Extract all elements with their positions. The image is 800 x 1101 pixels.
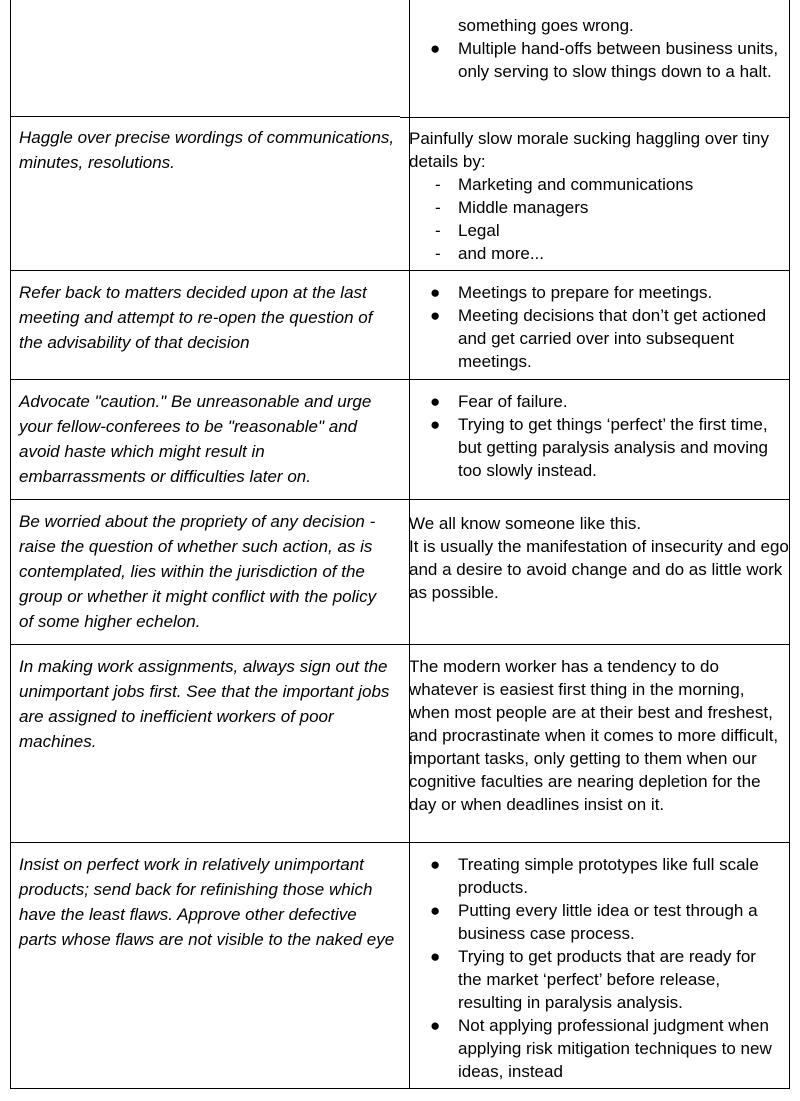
list-item-text: Legal bbox=[458, 221, 500, 240]
dash-list bbox=[409, 173, 789, 265]
right-cell bbox=[400, 500, 789, 644]
cell-paragraph: It is usually the manifestation of insecurity and ego and a desire to avoid change and do as little work as possible. bbox=[409, 537, 789, 602]
left-cell bbox=[11, 0, 399, 117]
right-cell bbox=[400, 645, 789, 842]
right-cell bbox=[400, 0, 789, 117]
list-item-text: Multiple hand-offs between business units, only serving to slow things down to a halt. bbox=[458, 39, 779, 81]
left-cell-text: Insist on perfect work in relatively unimportant products; send back for refinishing those which have the least flaws. Approve other defective parts whose flaws are not visible to the naked eye bbox=[19, 855, 395, 949]
left-cell-text: Refer back to matters decided upon at the last meeting and attempt to re-open the question of the advisability of that decision bbox=[19, 283, 373, 352]
left-cell-text: Advocate "caution." Be unreasonable and urge your fellow-conferees to be "reasonable" and avoid haste which might result in embarrassments or difficulties later on. bbox=[19, 392, 372, 486]
list-item-text: Treating simple prototypes like full scale products. bbox=[458, 855, 759, 897]
cell-paragraph: The modern worker has a tendency to do whatever is easiest first thing in the morning, when most people are at their best and freshest, and procrastinate when it comes to more difficult, important tasks, only getting to them when our cognitive faculties are nearing depletion for the day or when deadlines insist on it. bbox=[409, 657, 779, 814]
list-item: ● Meeting decisions that don’t get actioned and get carried over into subsequent meetings. bbox=[430, 306, 767, 371]
table-row bbox=[11, 843, 789, 1088]
list-item: - Legal bbox=[435, 221, 500, 240]
left-cell bbox=[11, 645, 399, 842]
list-item bbox=[409, 14, 789, 37]
list-item-text: Meeting decisions that don’t get actioned and get carried over into subsequent meetings. bbox=[458, 306, 767, 371]
left-cell-text: Haggle over precise wordings of communications, minutes, resolutions. bbox=[19, 128, 395, 172]
left-cell-text: Be worried about the propriety of any decision - raise the question of whether such action, as is contemplated, lies within the jurisdiction of the group or whether it might conflict with the policy of some higher echelon. bbox=[19, 512, 377, 631]
list-item-text: Marketing and communications bbox=[458, 175, 694, 194]
list-item: ● Fear of failure. bbox=[430, 392, 568, 411]
left-cell bbox=[11, 843, 399, 1088]
list-item: ● Treating simple prototypes like full scale products. bbox=[430, 855, 759, 897]
right-cell bbox=[400, 380, 789, 499]
left-cell-text: In making work assignments, always sign out the unimportant jobs first. See that the important jobs are assigned to inefficient workers of poor machines. bbox=[19, 657, 390, 751]
list-item: ● Multiple hand-offs between business units, only serving to slow things down to a halt. bbox=[430, 39, 779, 81]
left-cell bbox=[11, 380, 399, 499]
table-row bbox=[11, 0, 789, 117]
cell-paragraph: We all know someone like this. bbox=[409, 514, 642, 533]
list-item-text: something goes wrong. bbox=[458, 16, 634, 35]
list-item: ● Putting every little idea or test through a business case process. bbox=[430, 901, 758, 943]
table-row bbox=[11, 500, 789, 644]
bullet-list bbox=[409, 853, 789, 1083]
list-item: ● Meetings to prepare for meetings. bbox=[430, 283, 713, 302]
bullet-list bbox=[409, 281, 789, 373]
list-item-text: Meetings to prepare for meetings. bbox=[458, 283, 713, 302]
list-item-text: Trying to get products that are ready for the market ‘perfect’ before release, resulting in paralysis analysis. bbox=[458, 947, 756, 1012]
table-row bbox=[11, 380, 789, 499]
list-item: ● Trying to get products that are ready for the market ‘perfect’ before release, resulting in paralysis analysis. bbox=[430, 947, 756, 1012]
right-cell bbox=[400, 271, 789, 379]
table-row bbox=[11, 117, 789, 270]
list-item: - and more... bbox=[435, 244, 544, 263]
left-cell bbox=[11, 500, 399, 644]
right-cell bbox=[400, 843, 789, 1088]
bullet-list bbox=[409, 14, 789, 83]
list-item: - Middle managers bbox=[435, 198, 589, 217]
table-row bbox=[11, 645, 789, 842]
cell-paragraph: Painfully slow morale sucking haggling over tiny details by: bbox=[409, 129, 770, 171]
list-item-text: Trying to get things ‘perfect’ the first time, but getting paralysis analysis and moving too slowly instead. bbox=[458, 415, 768, 480]
table-row bbox=[11, 271, 789, 379]
bullet-list bbox=[409, 390, 789, 482]
left-cell bbox=[11, 117, 399, 270]
list-item-text: Fear of failure. bbox=[458, 392, 568, 411]
list-item-text: Not applying professional judgment when applying risk mitigation techniques to new ideas, instead bbox=[458, 1016, 772, 1081]
list-item-text: and more... bbox=[458, 244, 544, 263]
list-item-text: Putting every little idea or test through a business case process. bbox=[458, 901, 758, 943]
right-cell bbox=[400, 117, 789, 270]
list-item: - Marketing and communications bbox=[435, 175, 694, 194]
list-item: ● Trying to get things ‘perfect’ the first time, but getting paralysis analysis and moving too slowly instead. bbox=[430, 415, 768, 480]
document-table bbox=[10, 0, 790, 1089]
left-cell bbox=[11, 271, 399, 379]
list-item-text: Middle managers bbox=[458, 198, 589, 217]
list-item: ● Not applying professional judgment when applying risk mitigation techniques to new ideas, instead bbox=[430, 1016, 772, 1081]
